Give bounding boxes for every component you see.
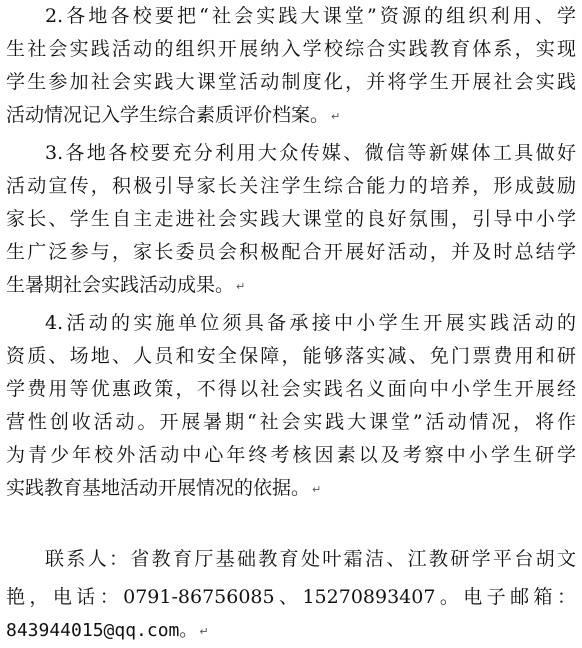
paragraph-4-line-2: 资质、场地、人员和安全保障，能够落实减、免门票费用和研 [6,345,576,367]
paragraph-2-line-3: 学生参加社会实践大课堂活动制度化，并将学生开展社会实践 [6,71,576,93]
paragraph-2-line-4: 活动情况记入学生综合素质评价档案。 ↵ [6,104,341,126]
paragraph-4-line-4: 营性创收活动。开展暑期“社会实践大课堂”活动情况，将作 [6,411,576,433]
paragraph-mark-icon: ↵ [331,109,341,123]
contact-email: 843944015@qq.com。 [6,620,198,641]
contact-line-3 [6,614,576,647]
paragraph-4-line-5: 为青少年校外活动中心年终考核因素以及考察中小学生研学 [6,444,576,466]
paragraph-3-line-4: 生广泛参与，家长委员会积极配合开展好活动，并及时总结学 [6,241,576,263]
paragraph-2-line-2: 生社会实践活动的组织开展纳入学校综合实践教育体系，实现 [6,38,576,60]
paragraph-4-line-6: 实践教育基地活动开展情况的依据。 ↵ [6,477,322,499]
paragraph-4-line-3: 学费用等优惠政策，不得以社会实践名义面向中小学生开展经 [6,378,576,400]
paragraph-mark-icon: ↵ [312,482,322,496]
paragraph-3-line-3: 家长、学生自主走进社会实践大课堂的良好氛围，引导中小学 [6,208,576,230]
paragraph-mark-icon: ↵ [199,624,209,638]
paragraph-3-line-1: 3.各地各校要充分利用大众传媒、微信等新媒体工具做好 [45,142,576,164]
paragraph-mark-icon: ↵ [236,279,246,293]
paragraph-3-line-2: 活动宣传，积极引导家长关注学生综合能力的培养，形成鼓励 [6,175,576,197]
paragraph-4-line-1: 4.活动的实施单位须具备承接中小学生开展实践活动的 [45,312,576,334]
contact-line-1: 联系人：省教育厅基础教育处叶霜洁、江教研学平台胡文 [45,548,576,570]
paragraph-2-line-1: 2.各地各校要把“社会实践大课堂”资源的组织利用、学 [45,5,576,27]
paragraph-3-line-5: 生暑期社会实践活动成果。 ↵ [6,274,246,296]
contact-line-2: 艳，电话：0791-86756085、15270893407。电子邮箱： [6,586,576,608]
